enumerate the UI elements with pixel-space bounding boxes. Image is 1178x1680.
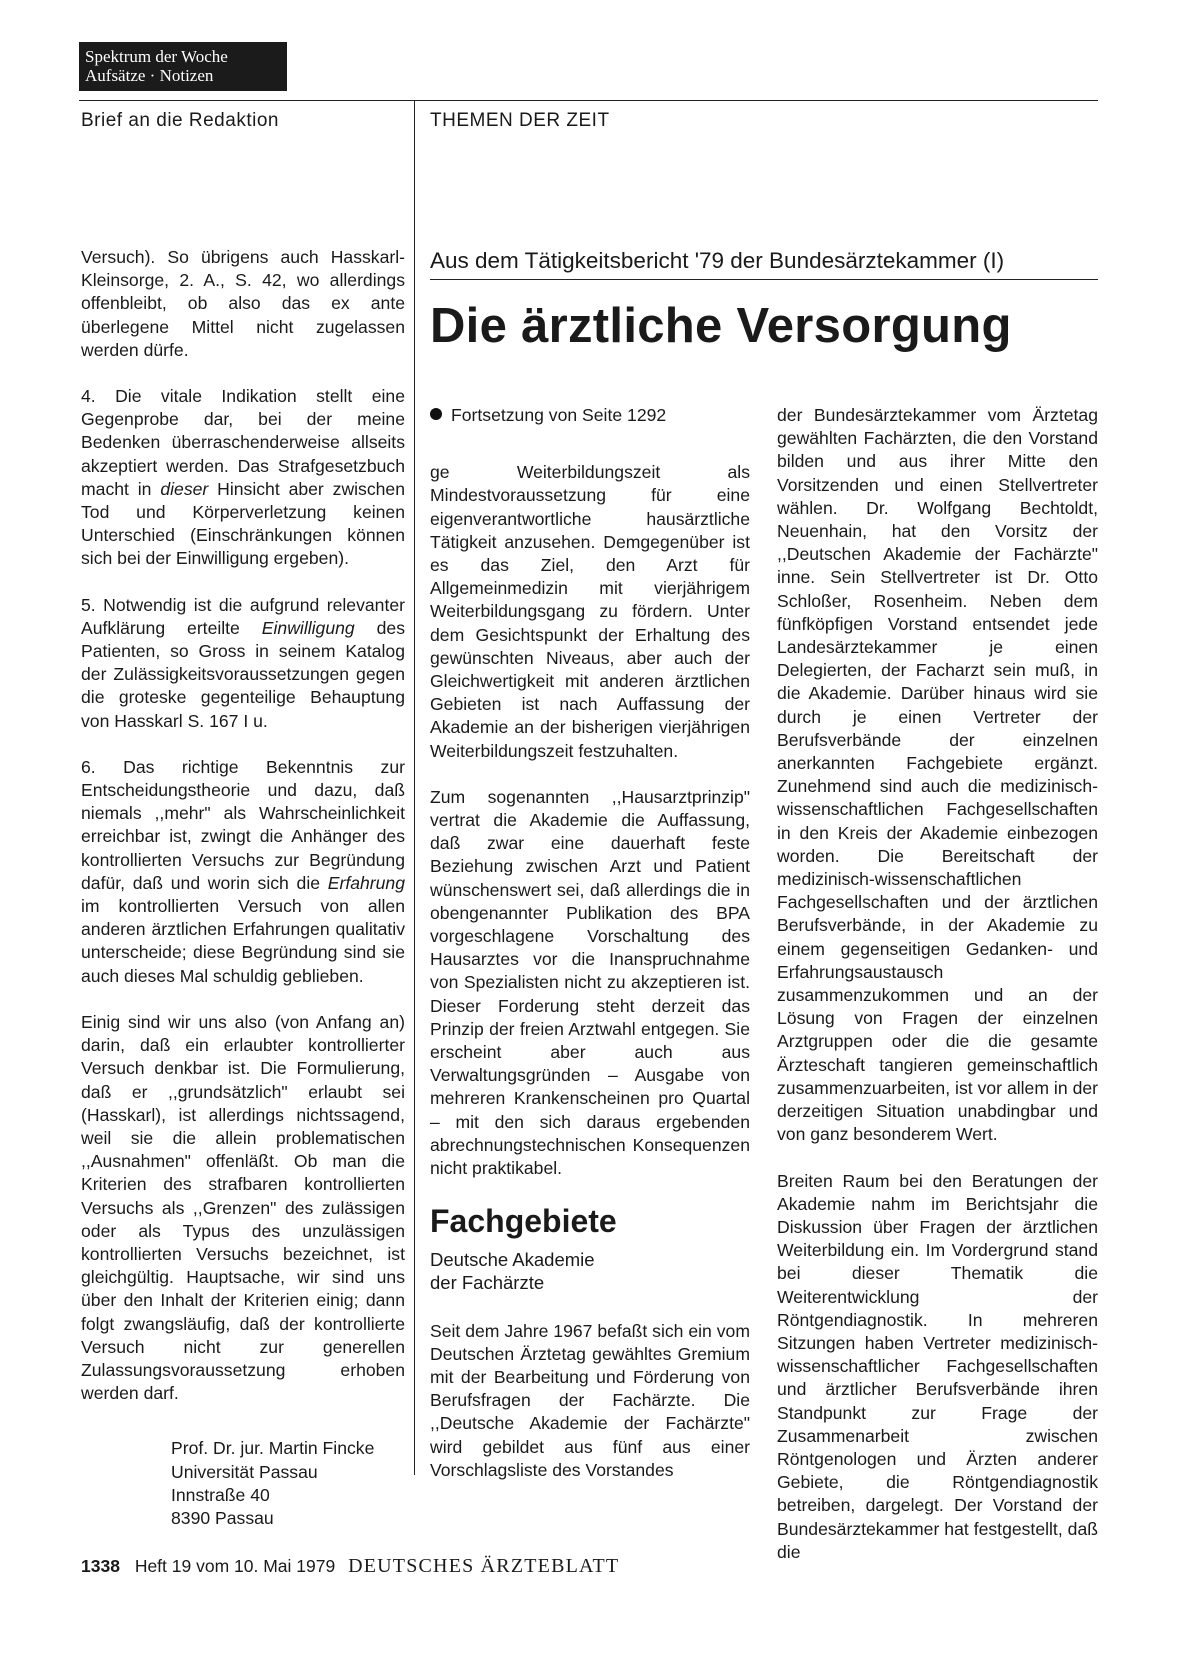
letter-column — [81, 246, 405, 1530]
author-name: Prof. Dr. jur. Martin Fincke — [171, 1438, 375, 1459]
badge-line-1: Spektrum der Woche — [85, 47, 228, 66]
author-city: 8390 Passau — [171, 1507, 274, 1528]
subheading: Fachgebiete — [430, 1203, 617, 1240]
author-affiliation: Universität Passau — [171, 1461, 318, 1482]
bullet-icon — [430, 408, 442, 420]
section-badge — [79, 42, 287, 91]
letter-paragraph: Einig sind wir uns also (von Anfang an) darin, daß ein erlaubter kontrollierter Versuch denkbar ist. Die Formulierung, daß er ,,grundsätzlich" erlaubt sei (Hasskarl), ist allerdings nichtssagend, weil sie die allein problematischen ,,Ausnahmen" offenläßt. Ob man die Kriterien des strafbaren kontrollierten Versuchs als ,,Grenzen" des zulässigen oder als Typus des unzulässigen kontrollierten Versuchs bezeichnet, ist gleichgültig. Hauptsache, wir sind uns über den Inhalt der Kriterien einig; dann folgt zwangsläufig, daß der kontrollierte Versuch nicht zur generellen Zulassungsvoraussetzung erhoben werden darf. — [81, 1011, 405, 1404]
issue-info: Heft 19 vom 10. Mai 1979 — [134, 1556, 336, 1576]
article-paragraph: Breiten Raum bei den Beratungen der Akademie nahm im Berichtsjahr die Diskussion über Fragen der ärztlichen Weiterbildung ein. Im Vordergrund stand bei dieser Thematik die Weiterentwicklung der Röntgendiagnostik. In mehreren Sitzungen haben Vertreter medizinisch-wissenschaftlicher Fachgesellschaften und ärztlicher Berufsverbände ihren Standpunkt zur Frage der Zusammenarbeit zwischen Röntgenologen und Ärzten anderer Gebiete, die Röntgendiagnostik betreiben, dargelegt. Der Vorstand der Bundesärztekammer hat festgestellt, daß die — [777, 1170, 1098, 1562]
left-section-label: Brief an die Redaktion — [81, 110, 279, 131]
column-divider — [414, 100, 415, 1475]
letter-paragraph: 4. Die vitale Indikation stellt eine Gegenprobe dar, bei der meine Bedenken überraschenderweise allseits akzeptiert werden. Das Strafgesetzbuch macht in dieser Hinsicht aber zwischen Tod und Körperverletzung keinen Unterschied (Einschränkungen können sich bei der Einwilligung ergeben). — [81, 386, 406, 569]
letter-paragraph: Versuch). So übrigens auch Hasskarl-Kleinsorge, 2. A., S. 42, wo allerdings offenbleibt, ob also das ex ante überlegene Mittel nicht zugelassen werden dürfe. — [81, 247, 405, 360]
continuation-note: Fortsetzung von Seite 1292 — [430, 404, 750, 427]
header-rule — [79, 100, 1098, 101]
article-column-2 — [777, 404, 1098, 1587]
page-footer — [81, 1555, 619, 1578]
kicker-rule — [430, 279, 1098, 280]
magazine-name: DEUTSCHES ÄRZTEBLATT — [348, 1555, 620, 1577]
badge-line-2: Aufsätze · Notizen — [85, 66, 214, 85]
right-section-label: THEMEN DER ZEIT — [430, 110, 610, 131]
article-title: Die ärztliche Versorgung — [430, 299, 1012, 353]
page-number: 1338 — [81, 1556, 120, 1576]
subsubheading: Deutsche Akademie der Fachärzte — [430, 1248, 595, 1293]
article-paragraph: ge Weiterbildungszeit als Mindestvoraussetzung für eine eigenverantwortliche hausärztliche Tätigkeit anzusehen. Demgegenüber ist es das Ziel, den Arzt für Allgemeinmedizin mit vierjährigem Weiterbildungsgang zu fördern. Unter dem Gesichtspunkt der Erhaltung des gewünschten Niveaus, aber auch der Gleichwertigkeit mit anderen ärztlichen Gebieten ist nach Auffassung der Akademie an der bisherigen vierjährigen Weiterbildungszeit festzuhalten. — [430, 462, 750, 761]
article-paragraph: Zum sogenannten ,,Hausarztprinzip" vertrat die Akademie die Auffassung, daß zwar eine dauerhaft feste Beziehung zwischen Arzt und Patient wünschenswert sei, daß allerdings die in obengenannter Publikation des BPA vorgeschlagene Vorschaltung des Hausarztes vor die Inanspruchnahme von Spezialisten nicht zu akzeptieren ist. Dieser Forderung steht derzeit das Prinzip der freien Arztwahl entgegen. Sie erscheint aber auch aus Verwaltungsgründen – Ausgabe von mehreren Krankenscheinen pro Quartal – mit den sich daraus ergebenden abrechnungstechnischen Konsequenzen nicht praktikabel. — [430, 786, 750, 1179]
article-kicker: Aus dem Tätigkeitsbericht '79 der Bundesärztekammer (I) — [430, 248, 1005, 273]
article-paragraph: Seit dem Jahre 1967 befaßt sich ein vom Deutschen Ärztetag gewähltes Gremium mit der Bearbeitung und Förderung von Berufsfragen der Fachärzte. Die ,,Deutsche Akademie der Fachärzte" wird gebildet aus fünf aus einer Vorschlagsliste des Vorstandes — [430, 1320, 750, 1480]
article-column-1 — [430, 404, 750, 1505]
author-signature — [171, 1437, 405, 1530]
author-street: Innstraße 40 — [171, 1484, 270, 1505]
letter-paragraph: 6. Das richtige Bekenntnis zur Entscheidungstheorie und dazu, daß niemals ,,mehr" als Wahrscheinlichkeit erreichbar ist, zwingt die Anhänger des kontrollierten Versuchs zur Begründung dafür, daß und worin sich die Erfahrung im kontrollierten Versuch von allen anderen ärztlichen Erfahrungen qualitativ unterscheide; diese Begründung sind sie auch dieses Mal schuldig geblieben. — [81, 756, 405, 986]
letter-paragraph: 5. Notwendig ist die aufgrund relevanter Aufklärung erteilte Einwilligung des Patienten, so Gross in seinem Katalog der Zulässigkeitsvoraussetzungen gegen die groteske gegenteilige Behauptung von Hasskarl S. 167 I u. — [81, 594, 405, 731]
article-paragraph: der Bundesärztekammer vom Ärztetag gewählten Fachärzten, die den Vorstand bilden und aus ihrer Mitte den Vorsitzenden und einen Stellvertreter wählen. Dr. Wolfgang Bechtoldt, Neuenhain, hat den Vorsitz der ,,Deutschen Akademie der Fachärzte" inne. Sein Stellvertreter ist Dr. Otto Schloßer, Rosenheim. Neben dem fünfköpfigen Vorstand entsendet jede Landesärztekammer je einen Delegierten, der Facharzt sein muß, in die Akademie. Darüber hinaus wird sie durch je einen Vertreter der Berufsverbände der einzelnen anerkannten Fachgebiete ergänzt. Zunehmend sind auch die medizinisch-wissenschaftlichen Fachgesellschaften in den Kreis der Akademie einbezogen worden. Die Bereitschaft der medizinisch-wissenschaftlichen Fachgesellschaften und der ärztlichen Berufsverbände, in der Akademie zu einem gegenseitigen Gedanken- und Erfahrungsaustausch zusammenzukommen und an der Lösung von Fragen der einzelnen Arztgruppen oder die die gesamte Ärzteschaft tangieren gemeinschaftlich zusammenzuarbeiten, ist vor allem in der derzeitigen Situation unabdingbar und von ganz besonderem Wert. — [777, 405, 1098, 1145]
